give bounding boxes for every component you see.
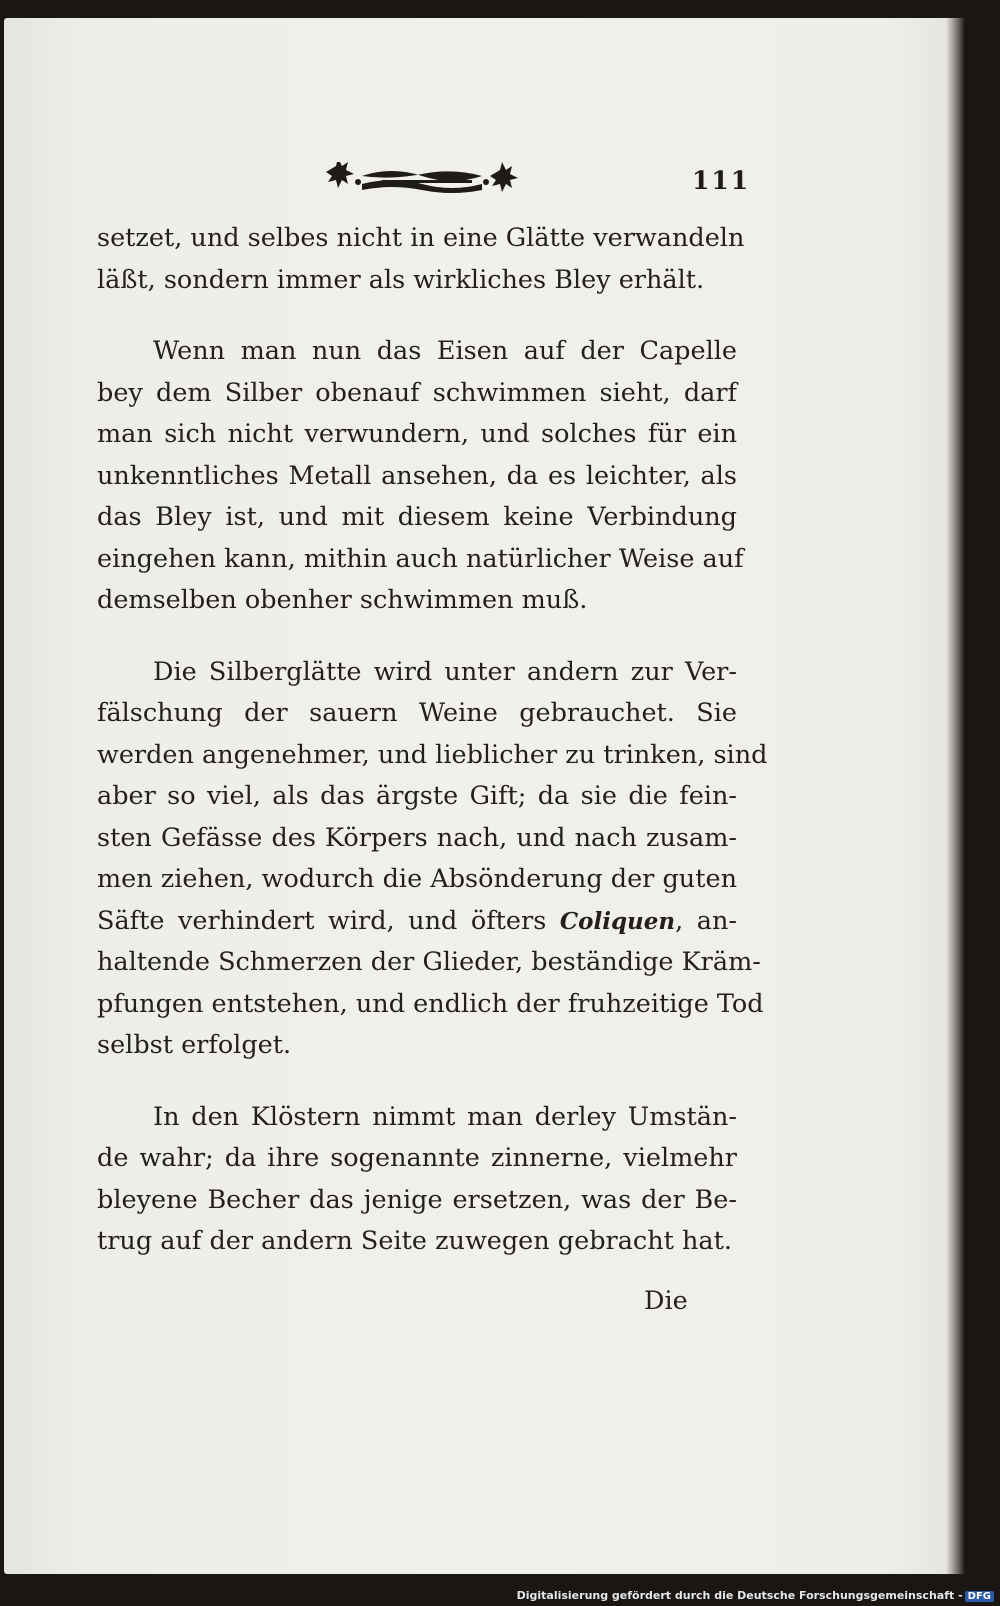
paragraph xyxy=(97,1097,737,1263)
text-line: fälschung der sauern Weine gebrauchet. Sie xyxy=(97,698,737,728)
paragraph xyxy=(97,331,744,622)
text-line: eingehen kann, mithin auch natürlicher Weise auf xyxy=(97,543,744,574)
page-header xyxy=(4,158,964,208)
text-line: unkenntliches Metall ansehen, da es leichter, als xyxy=(97,460,737,491)
text-line: men ziehen, wodurch die Absönderung der guten xyxy=(97,864,737,894)
text-line: demselben obenher schwimmen muß. xyxy=(97,585,588,615)
text-line: das Bley ist, und mit diesem keine Verbindung xyxy=(97,502,737,532)
text-line: bleyene Becher das jenige ersetzen, was der Be- xyxy=(97,1184,737,1215)
text-line: läßt, sondern immer als wirkliches Bley erhält. xyxy=(97,264,705,295)
paragraph-gap xyxy=(97,301,737,331)
text-line: trug auf der andern Seite zuwegen gebracht hat. xyxy=(97,1226,732,1256)
text-fragment: , an- xyxy=(675,905,737,936)
text-line xyxy=(97,901,737,943)
text-line: selbst erfolget. xyxy=(97,1030,292,1060)
text-line: haltende Schmerzen der Glieder, beständige Kräm- xyxy=(97,947,761,977)
paragraph xyxy=(97,218,745,301)
dfg-logo-icon: DFG xyxy=(965,1591,994,1602)
credit-text: Digitalisierung gefördert durch die Deutsche Forschungsgemeinschaft - xyxy=(516,1589,963,1602)
page-number: 111 xyxy=(692,166,751,195)
text-line: Die Silberglätte wird unter andern zur Ver- xyxy=(153,656,737,687)
text-fragment: Säfte verhindert wird, und öfters xyxy=(97,905,547,936)
paragraph-gap xyxy=(97,622,737,652)
ornament-icon xyxy=(322,162,542,202)
text-line: werden angenehmer, und lieblicher zu trinken, sind xyxy=(97,739,768,770)
text-line: pfungen entstehen, und endlich der fruhzeitige Tod xyxy=(97,988,764,1019)
text-line: Wenn man nun das Eisen auf der Capelle xyxy=(153,336,737,366)
catchword: Die xyxy=(644,1286,688,1316)
text-line: de wahr; da ihre sogenannte zinnerne, vielmehr xyxy=(97,1143,737,1173)
text-line: bey dem Silber obenauf schwimmen sieht, darf xyxy=(97,377,737,408)
page-edge-shadow xyxy=(946,18,964,1574)
text-line: man sich nicht verwundern, und solches für ein xyxy=(97,419,737,449)
digitization-credit xyxy=(0,1589,994,1602)
body-text xyxy=(97,218,768,1263)
text-line: aber so viel, als das ärgste Gift; da sie die fein- xyxy=(97,781,737,811)
text-line: In den Klöstern nimmt man derley Umstän- xyxy=(153,1101,737,1132)
paragraph-gap xyxy=(97,1067,737,1097)
book-page xyxy=(4,18,964,1574)
latin-term: Coliquen xyxy=(559,907,676,935)
text-line: sten Gefässe des Körpers nach, und nach zusam- xyxy=(97,822,737,853)
text-line: setzet, und selbes nicht in eine Glätte verwandeln xyxy=(97,223,745,253)
paragraph xyxy=(97,652,768,1067)
